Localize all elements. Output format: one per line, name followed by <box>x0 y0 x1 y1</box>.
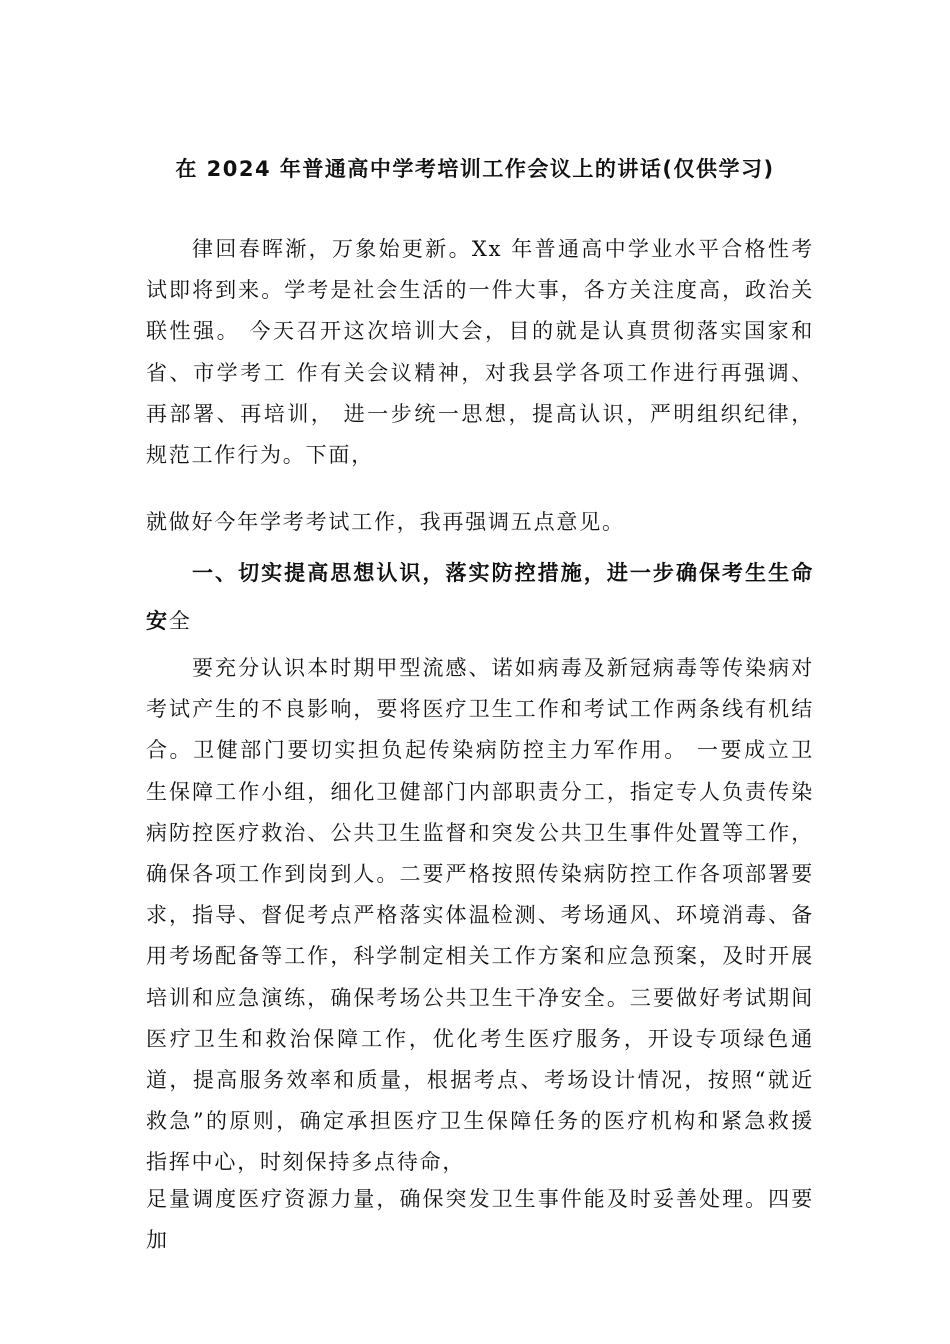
intro-continuation: 就做好今年学考考试工作，我再强调五点意见。 <box>146 510 625 534</box>
document-title: 在 2024 年普通高中学考培训工作会议上的讲话(仅供学习) <box>175 157 775 181</box>
section-1-heading-text: 一、切实提高思想认识，落实防控措施，进一步确保考生生命安 <box>146 561 814 633</box>
section-1-heading <box>146 549 814 645</box>
section-1-body: 要充分认识本时期甲型流感、诺如病毒及新冠病毒等传染病对考试产生的不良影响，要将医疗卫生工作和考试工作两条线有机结合。卫健部门要切实担负起传染病防控主力军作用。 一要成立卫生保障工作小组，细化卫健部门内部职责分工，指定专人负责传染病防控医疗救治、公共卫生监督和突发公共卫生事件处置等工作，确保各项工作到岗到人。二要严格按照传染病防控工作各项部署要求，指导、督促考点严格落实体温检测、考场通风、环境消毒、备用考场配备等工作，科学制定相关工作方案和应急预案，及时开展培训和应急演练，确保考场公共卫生干净安全。三要做好考试期间医疗卫生和救治保障工作，优化考生医疗服务，开设专项绿色通道，提高服务效率和质量，根据考点、考场设计情况，按照“就近救急”的原则，确定承担医疗卫生保障任务的医疗机构和紧急救援指挥中心，时刻保持多点待命， <box>146 656 814 1175</box>
intro-paragraph: 律回春晖渐，万象始更新。Xx 年普通高中学业水平合格性考试即将到来。学考是社会生活的一件大事，各方关注度高，政治关联性强。 今天召开这次培训大会，目的就是认真贯彻落实国家和省、市学考工 作有关会议精神，对我县学各项工作进行再强调、再部署、再培训， 进一步统一思想，提高认识，严明组织纪律，规范工作行为。下面， <box>146 237 814 468</box>
section-1-body-continuation: 足量调度医疗资源力量，确保突发卫生事件能及时妥善处理。四要加 <box>146 1187 814 1253</box>
section-1-heading-tail: 全 <box>168 609 192 633</box>
